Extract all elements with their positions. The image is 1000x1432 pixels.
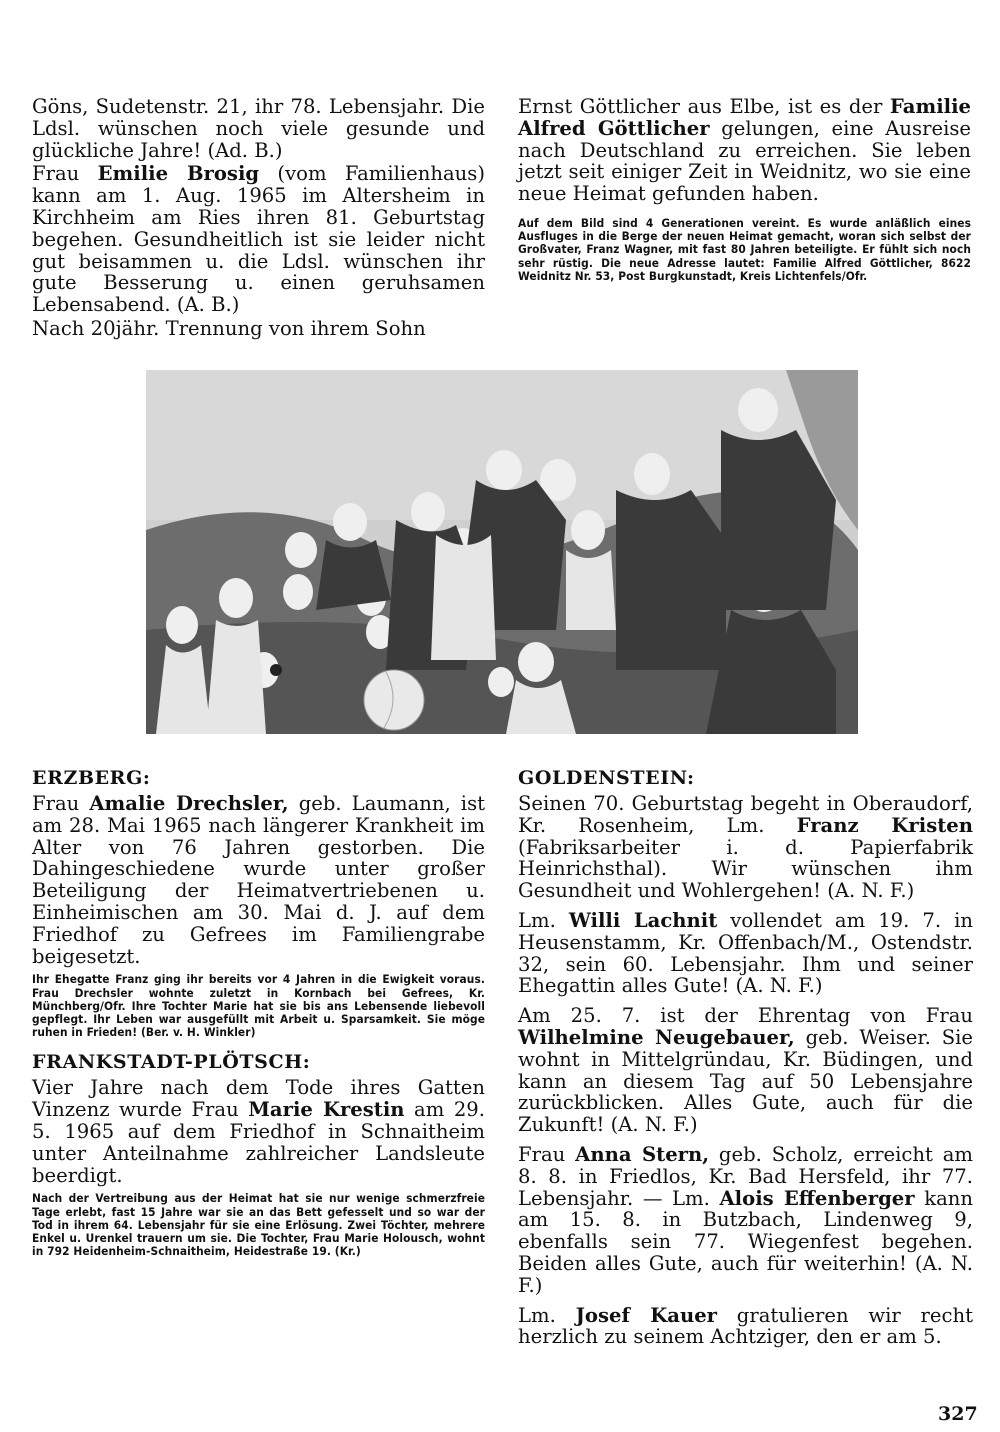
name-willi-lachnit: Willi Lachnit <box>568 908 718 932</box>
heading-goldenstein: GOLDENSTEIN: <box>518 767 695 789</box>
paragraph-brosig: Frau Emilie Brosig (vom Familienhaus) kann am 1. Aug. 1965 im Altersheim in Kirchheim am Ries ihren 81. Geburtstag begehen. Gesundheitlich ist sie leider nicht gut beisammen u. die Ldsl. wünschen ihr gute Besserung u. einen geruhsamen Lebensabend. (A. B.) <box>32 162 485 317</box>
name-anna-stern: Anna Stern, <box>575 1142 710 1166</box>
top-left-column <box>32 96 485 340</box>
name-wilhelmine-neugebauer: Wilhelmine Neugebauer, <box>518 1025 795 1049</box>
top-right-column <box>518 96 971 283</box>
name-emilie-brosig: Emilie Brosig <box>97 162 260 186</box>
name-familie-goettlicher: Familie Alfred Göttlicher <box>518 95 971 140</box>
page-number: 327 <box>938 1403 978 1425</box>
family-photo-drawing <box>146 370 858 734</box>
name-franz-kristen: Franz Kristen <box>796 813 973 837</box>
photo-caption: Auf dem Bild sind 4 Generationen vereint. Es wurde anläßlich eines Ausfluges in die Berge der neuen Heimat gemacht, woran sich selbst der Großvater, Franz Wagner, mit fast 80 Jahren beteiligte. Er fühlt sich noch sehr rüstig. Die neue Adresse lautet: Familie Alfred Göttlicher, 8622 Weidnitz Nr. 53, Post Burgkunstadt, Kreis Lichtenfels/Ofr. <box>518 215 971 283</box>
name-alois-effenberger: Alois Effenberger <box>719 1186 915 1210</box>
bottom-left-column <box>32 767 485 1258</box>
bottom-right-column <box>518 767 973 1348</box>
paragraph-neugebauer: Am 25. 7. ist der Ehrentag von Frau Wilhelmine Neugebauer, geb. Weiser. Sie wohnt in Mittelgründau, Kr. Büdingen, und kann an diesem Tag auf 50 Lebensjahre zurückblicken. Alles Gute, auch für die Zukunft! (A. N. F.) <box>518 1004 974 1137</box>
name-josef-kauer: Josef Kauer <box>575 1303 718 1327</box>
paragraph-goens: Göns, Sudetenstr. 21, ihr 78. Lebensjahr. Die Ldsl. wünschen noch viele gesunde und glückliche Jahre! (Ad. B.) <box>32 95 485 162</box>
name-marie-krestin: Marie Krestin <box>248 1098 405 1122</box>
family-photo <box>146 370 858 734</box>
paragraph-lachnit: Lm. Willi Lachnit vollendet am 19. 7. in Heusenstamm, Kr. Offenbach/M., Ostendstr. 32, sein 60. Lebensjahr. Ihm und seiner Ehegattin alles Gute! (A. N. F.) <box>518 908 973 998</box>
paragraph-kauer: Lm. Josef Kauer gratulieren wir recht herzlich zu seinem Achtziger, den er am 5. <box>518 1303 973 1349</box>
paragraph-drechsler: Frau Amalie Drechsler, geb. Laumann, ist am 28. Mai 1965 nach längerer Krankheit im Alter von 76 Jahren gestorben. Die Dahingeschiedene wurde unter großer Beteiligung der Heimatvertriebenen u. Einheimischen am 30. Mai d. J. auf dem Friedhof zu Gefrees im Familiengrabe beigesetzt. <box>32 792 485 968</box>
note-krestin: Nach der Vertreibung aus der Heimat hat sie nur wenige schmerzfreie Tage erlebt, fast 15 Jahre war sie an das Bett gefesselt und so war der Tod in ihrem 64. Lebensjahr für sie eine Erlösung. Zwei Töchter, mehrere Enkel u. Urenkel trauern um sie. Die Tochter, Frau Marie Holousch, wohnt in 792 Heidenheim-Schnaitheim, Heidestraße 19. (Kr.) <box>32 1191 485 1259</box>
name-amalie-drechsler: Amalie Drechsler, <box>89 792 289 815</box>
note-drechsler: Ihr Ehegatte Franz ging ihr bereits vor 4 Jahren in die Ewigkeit voraus. Frau Drechsler wohnte zuletzt in Kornbach bei Gefrees, Kr. Münchberg/Ofr. Ihre Tochter Marie hat sie bis ans Lebensende liebevoll gepflegt. Ihr Leben war ausgefüllt mit Arbeit u. Sparsamkeit. Sie möge ruhen in Frieden! (Ber. v. H. Winkler) <box>32 972 485 1040</box>
paragraph-stern-effenberger: Frau Anna Stern, geb. Scholz, erreicht am 8. 8. in Friedlos, Kr. Bad Hersfeld, ihr 77. Lebensjahr. — Lm. Alois Effenberger kann am 15. 8. in Butzbach, Lindenweg 9, ebenfalls sein 77. Wiegenfest begehen. Beiden alles Gute, auch für weiterhin! (A. N. F.) <box>518 1142 973 1297</box>
paragraph-kristen: Seinen 70. Geburtstag begeht in Oberaudorf, Kr. Rosenheim, Lm. Franz Kristen (Fabriksarbeiter i. d. Papierfabrik Heinrichsthal). Wir wünschen ihm Gesundheit und Wohlergehen! (A. N. F.) <box>518 792 973 903</box>
paragraph-trennung: Nach 20jähr. Trennung von ihrem Sohn <box>32 316 426 340</box>
heading-frankstadt: FRANKSTADT-PLÖTSCH: <box>32 1051 311 1074</box>
paragraph-goettlicher: Ernst Göttlicher aus Elbe, ist es der Familie Alfred Göttlicher gelungen, eine Ausreise nach Deutschland zu erreichen. Sie leben jetzt seit einiger Zeit in Weidnitz, wo sie eine neue Heimat gefunden haben. <box>518 95 971 206</box>
paragraph-krestin: Vier Jahre nach dem Tode ihres Gatten Vinzenz wurde Frau Marie Krestin am 29. 5. 1965 auf dem Friedhof in Schnaitheim unter Anteilnahme zahlreicher Landsleute beerdigt. <box>32 1076 485 1187</box>
heading-erzberg: ERZBERG: <box>32 767 151 789</box>
